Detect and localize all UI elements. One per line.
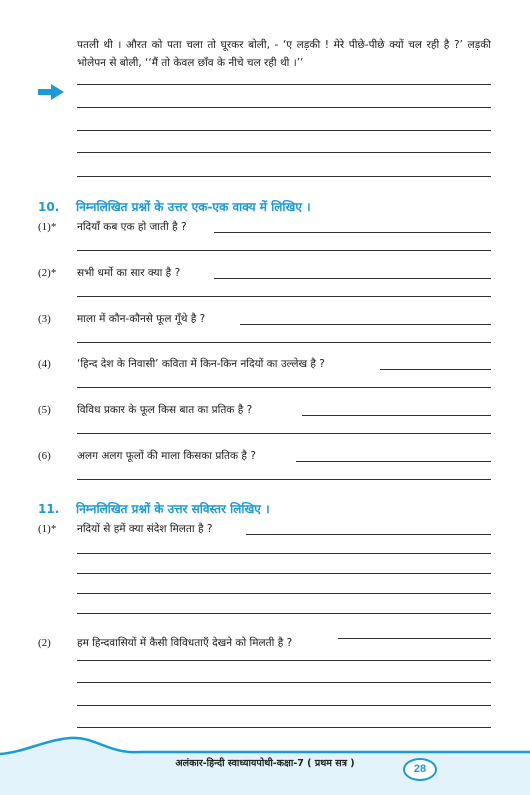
book-title: अलंकार-हिन्दी स्वाध्यायपोथी-कक्षा-7 ( प्रथम सत्र ) xyxy=(175,758,355,769)
question-item xyxy=(38,522,212,536)
answer-line[interactable] xyxy=(338,638,491,639)
answer-line[interactable] xyxy=(77,593,491,594)
answer-line[interactable] xyxy=(77,130,491,131)
answer-line[interactable] xyxy=(77,387,491,388)
section-title: निम्नलिखित प्रश्नों के उत्तर सविस्तर लिखिए । xyxy=(76,502,270,516)
question-number: (1)* xyxy=(38,221,57,233)
question-item xyxy=(38,636,292,650)
answer-line[interactable] xyxy=(77,479,491,480)
answer-line[interactable] xyxy=(296,461,491,462)
answer-line[interactable] xyxy=(240,324,491,325)
answer-line[interactable] xyxy=(214,278,491,279)
answer-line[interactable] xyxy=(77,553,491,554)
answer-line[interactable] xyxy=(77,176,491,177)
answer-line[interactable] xyxy=(77,660,491,661)
question-item xyxy=(38,220,187,234)
question-text: अलग अलग फूलों की माला किसका प्रतिक है ? xyxy=(77,450,256,462)
question-text: नदियों से हमें क्या संदेश मिलता है ? xyxy=(77,523,213,535)
question-text: हम हिन्दवासियों में कैसी विविधताएँ देखने को मिलती है ? xyxy=(77,637,293,649)
answer-line[interactable] xyxy=(246,534,491,535)
question-number: (2)* xyxy=(38,267,57,279)
answer-line[interactable] xyxy=(77,84,491,85)
question-text: विविध प्रकार के फूल किस बात का प्रतिक है ? xyxy=(77,404,253,416)
answer-line[interactable] xyxy=(77,250,491,251)
answer-line[interactable] xyxy=(77,573,491,574)
question-text: सभी धर्मो का सार क्या है ? xyxy=(77,267,181,279)
page-number: 28 xyxy=(403,758,437,781)
answer-line[interactable] xyxy=(380,369,491,370)
question-item xyxy=(38,357,325,371)
question-number: (1)* xyxy=(38,523,57,535)
question-number: (5) xyxy=(38,404,51,416)
answer-line[interactable] xyxy=(77,296,491,297)
answer-line[interactable] xyxy=(77,613,491,614)
question-number: (3) xyxy=(38,313,51,325)
section-10-heading xyxy=(38,198,311,215)
section-number: 11. xyxy=(38,502,60,516)
question-item xyxy=(38,266,180,280)
section-11-heading xyxy=(38,500,270,517)
answer-line[interactable] xyxy=(77,682,491,683)
question-text: नदियाँ कब एक हो जाती है ? xyxy=(77,221,187,233)
answer-line[interactable] xyxy=(77,107,491,108)
answer-line[interactable] xyxy=(77,342,491,343)
question-item xyxy=(38,312,205,326)
answer-line[interactable] xyxy=(302,415,491,416)
arrow-right-icon xyxy=(38,84,64,100)
question-text: माला में कौन-कौनसे फूल गूँथे है ? xyxy=(77,313,206,325)
answer-line[interactable] xyxy=(77,727,491,728)
question-number: (6) xyxy=(38,450,51,462)
answer-line[interactable] xyxy=(77,152,491,153)
section-number: 10. xyxy=(38,200,60,214)
passage-text: पतली थी । औरत को पता चला तो घूरकर बोली, - ‘ए लड़की ! मेरे पीछे-पीछे क्यों चल रही है ?’ लड़की भोलेपन से बोली, ‘‘मैं तो केवल छाँव के नीचे चल रही थी ।’’ xyxy=(77,39,491,69)
question-item xyxy=(38,403,252,417)
section-title: निम्नलिखित प्रश्नों के उत्तर एक-एक वाक्य में लिखिए । xyxy=(76,200,311,214)
answer-line[interactable] xyxy=(77,433,491,434)
question-number: (4) xyxy=(38,358,51,370)
question-number: (2) xyxy=(38,637,51,649)
answer-line[interactable] xyxy=(77,705,491,706)
question-item xyxy=(38,449,256,463)
answer-line[interactable] xyxy=(214,232,491,233)
question-text: ‘हिन्द देश के निवासी’ कविता में किन-किन नदियों का उल्लेख है ? xyxy=(77,358,325,370)
